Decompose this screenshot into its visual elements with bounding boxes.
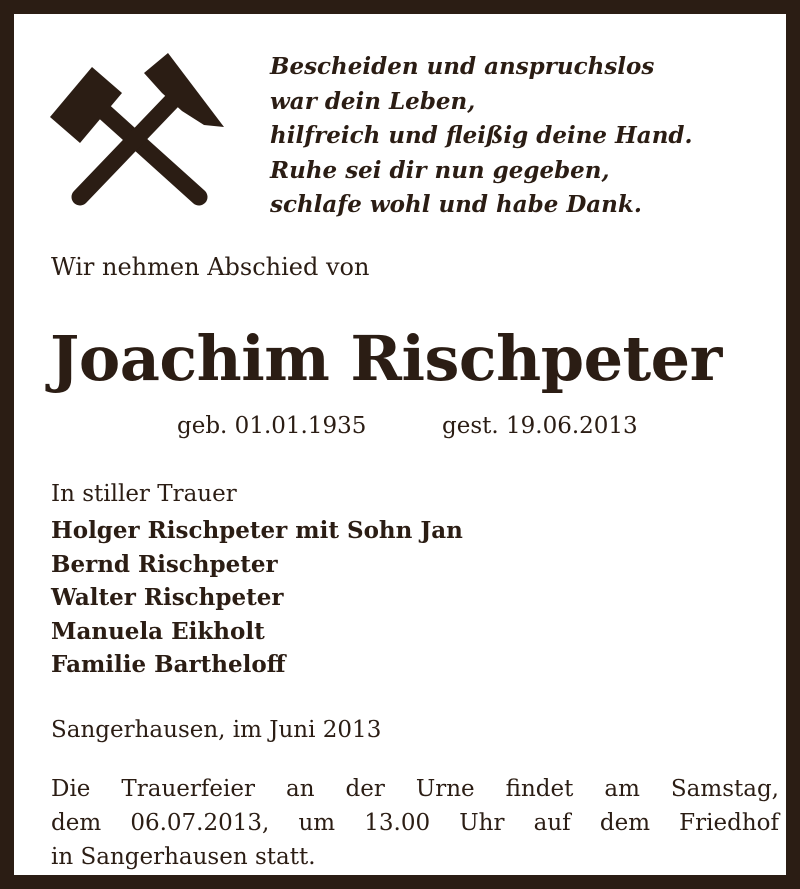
place-and-date: Sangerhausen, im Juni 2013 [51,717,382,743]
mourner-name: Manuela Eikholt [51,617,265,645]
funeral-line: dem 06.07.2013, um 13.00 Uhr auf dem Friedhof [51,810,779,836]
poem-line: Bescheiden und anspruchslos [270,53,655,80]
mourner-name: Holger Rischpeter mit Sohn Jan [51,517,463,544]
deceased-name: Joachim Rischpeter [50,322,722,395]
funeral-line: in Sangerhausen statt. [51,844,316,870]
mourner-name: Bernd Rischpeter [51,550,278,578]
farewell-intro: Wir nehmen Abschied von [51,253,370,281]
poem-line: war dein Leben, [270,87,476,115]
mourner-name: Walter Rischpeter [51,584,284,611]
poem-line: hilfreich und fleißig deine Hand. [270,122,693,149]
birth-date: geb. 01.01.1935 [177,413,367,439]
life-dates [177,413,638,439]
mourning-label: In stiller Trauer [51,481,237,507]
funeral-line: Die Trauerfeier an der Urne findet am Samstag, [51,776,779,802]
funeral-details [51,772,779,874]
mourners-list [51,514,463,682]
memorial-poem [270,50,693,223]
death-date: gest. 19.06.2013 [442,413,638,439]
hammer-and-pick-icon [44,49,229,209]
poem-line: schlafe wohl und habe Dank. [270,191,642,218]
poem-line: Ruhe sei dir nun gegeben, [270,156,610,184]
mourner-name: Familie Bartheloff [51,651,286,678]
